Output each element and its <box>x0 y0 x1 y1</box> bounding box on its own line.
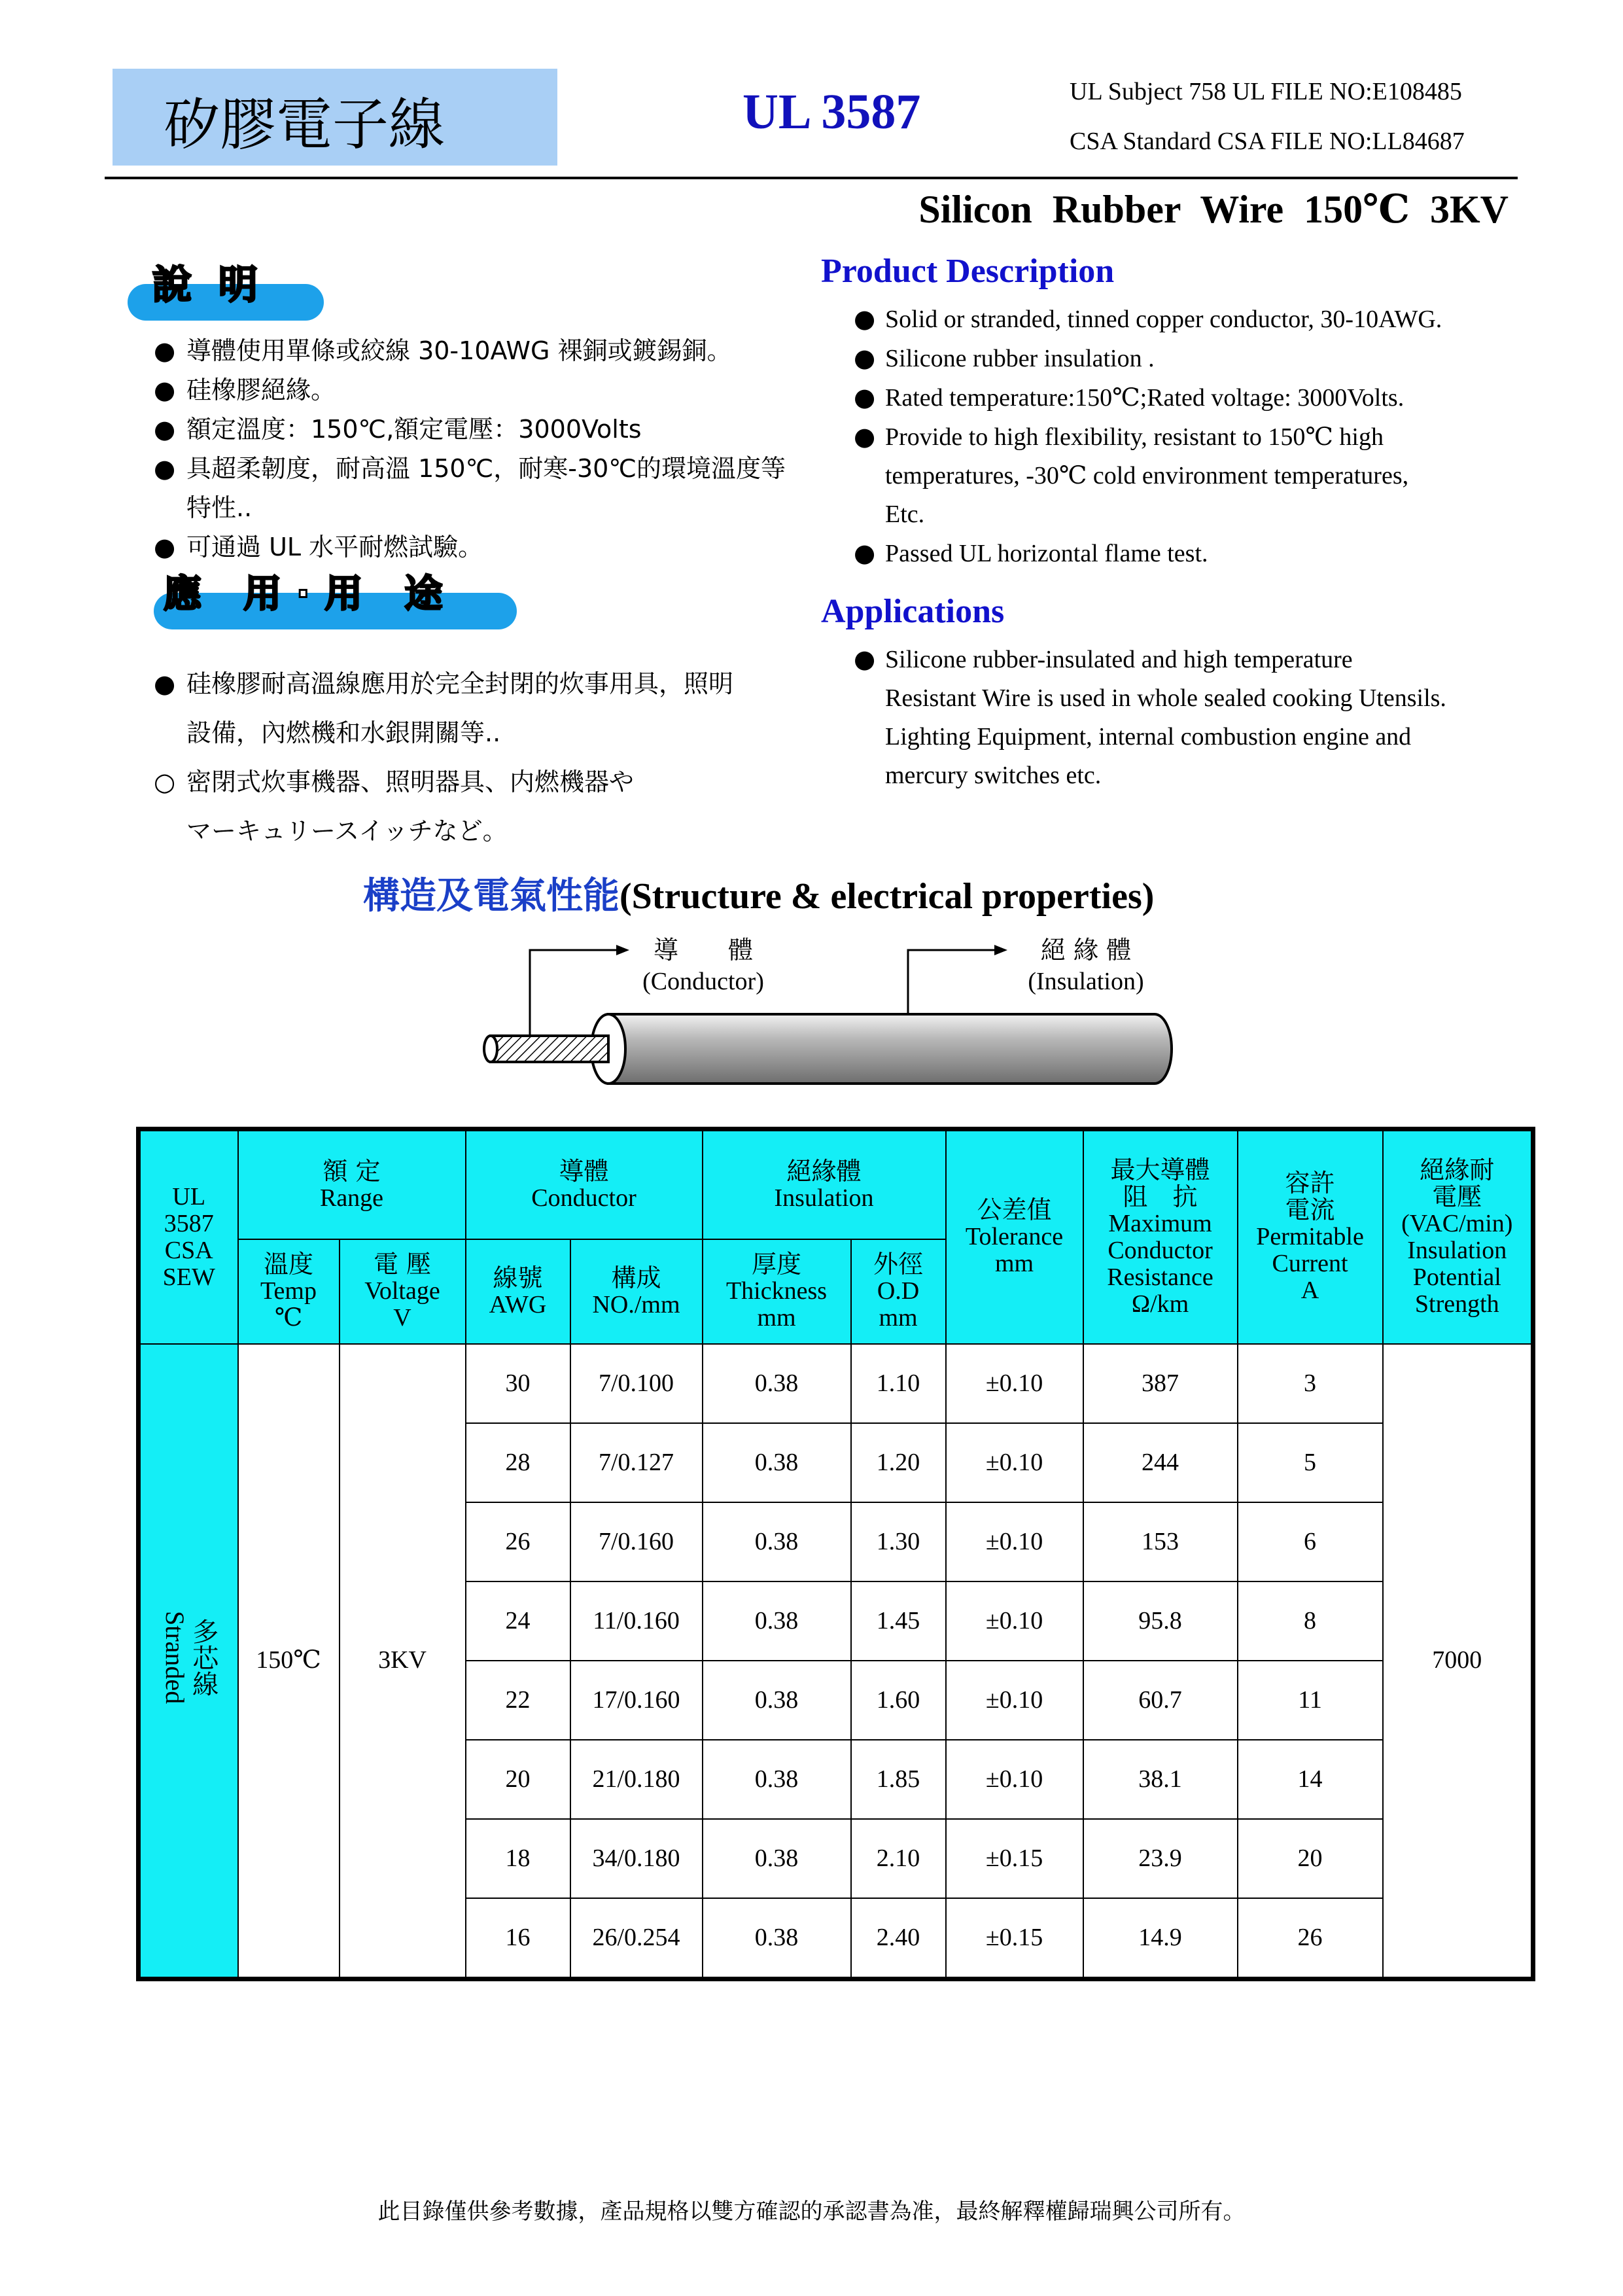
insulation-jacket <box>608 1014 1172 1084</box>
list-item-continued: Resistant Wire is used in whole sealed cooking Utensils. <box>885 684 1446 712</box>
thickness-cell: 0.38 <box>703 1740 851 1819</box>
insulation-label-en: (Insulation) <box>1028 968 1144 995</box>
tolerance-cell: ±0.10 <box>946 1661 1083 1740</box>
applications-zh-list <box>154 660 733 856</box>
construction-cell: 11/0.160 <box>570 1581 703 1661</box>
description-zh-list <box>154 331 786 567</box>
awg-cell: 26 <box>466 1502 570 1581</box>
list-item-continued: 特性.. <box>186 493 253 522</box>
list-item: ○ 密閉式炊事機器、照明器具、内燃機器や <box>154 768 635 796</box>
conductor-end-face <box>484 1036 497 1062</box>
structure-heading-zh: 構造及電氣性能 <box>363 875 620 917</box>
voltage-value: 3KV <box>340 1344 466 1979</box>
construction-header: 構成 NO./mm <box>570 1239 703 1344</box>
resistance-cell: 95.8 <box>1083 1581 1238 1661</box>
thickness-cell: 0.38 <box>703 1819 851 1898</box>
od-cell: 1.45 <box>851 1581 946 1661</box>
thickness-cell: 0.38 <box>703 1661 851 1740</box>
od-cell: 1.30 <box>851 1502 946 1581</box>
product-description-heading: Product Description <box>821 253 1115 290</box>
temp-value: 150℃ <box>238 1344 340 1979</box>
current-cell: 26 <box>1238 1898 1383 1979</box>
tolerance-cell: ±0.15 <box>946 1819 1083 1898</box>
awg-cell: 22 <box>466 1661 570 1740</box>
conductor-strand <box>491 1036 608 1062</box>
header-divider <box>105 177 1518 179</box>
standard-header: UL 3587 CSA SEW <box>139 1129 238 1344</box>
resistance-cell: 60.7 <box>1083 1661 1238 1740</box>
list-item: ● 具超柔韌度，耐高溫 150℃，耐寒-30℃的環境溫度等 <box>154 454 786 483</box>
awg-cell: 18 <box>466 1819 570 1898</box>
list-item-continued: mercury switches etc. <box>885 762 1102 789</box>
construction-cell: 7/0.160 <box>570 1502 703 1581</box>
conductor-header: 導體 Conductor <box>466 1129 703 1239</box>
conductor-label-zh: 導 體 <box>653 936 753 964</box>
list-item: ● Solid or stranded, tinned copper conductor, 30-10AWG. <box>854 304 1442 333</box>
table-row <box>139 1344 1533 1423</box>
construction-cell: 26/0.254 <box>570 1898 703 1979</box>
tolerance-cell: ±0.10 <box>946 1423 1083 1502</box>
list-item: ● Silicone rubber-insulated and high temperature <box>854 645 1353 673</box>
list-item-continued: temperatures, -30℃ cold environment temperatures, <box>885 462 1409 489</box>
list-item-continued: 設備，內燃機和水銀開關等.. <box>186 718 501 747</box>
strength-value: 7000 <box>1383 1344 1533 1979</box>
product-description-list <box>854 300 1442 573</box>
insulation-strength-header: 絕緣耐 電壓 (VAC/min) Insulation Potential Strength <box>1383 1129 1533 1344</box>
thickness-cell: 0.38 <box>703 1502 851 1581</box>
list-item: ● 硅橡膠絕緣。 <box>154 376 336 404</box>
title-banner <box>113 69 557 166</box>
list-item: ● Passed UL horizontal flame test. <box>854 539 1208 567</box>
list-item: ● Silicone rubber insulation . <box>854 344 1155 372</box>
csa-standard-file: CSA Standard CSA FILE NO:LL84687 <box>1070 128 1465 155</box>
resistance-cell: 38.1 <box>1083 1740 1238 1819</box>
construction-cell: 7/0.100 <box>570 1344 703 1423</box>
list-item: ● 導體使用單條或絞線 30-10AWG 裸銅或鍍錫銅。 <box>154 336 732 365</box>
range-header: 額 定 Range <box>238 1129 466 1239</box>
description-zh-heading: 說 明 <box>152 262 264 308</box>
list-item: ● 硅橡膠耐高溫線應用於完全封閉的炊事用具，照明 <box>154 669 734 698</box>
applications-heading: Applications <box>821 593 1005 630</box>
thickness-cell: 0.38 <box>703 1898 851 1979</box>
list-item: ● 可通過 UL 水平耐燃試驗。 <box>154 533 483 561</box>
tolerance-cell: ±0.15 <box>946 1898 1083 1979</box>
tolerance-cell: ±0.10 <box>946 1344 1083 1423</box>
resistance-cell: 23.9 <box>1083 1819 1238 1898</box>
permitable-current-header: 容許 電流 Permitable Current A <box>1238 1129 1383 1344</box>
od-cell: 1.60 <box>851 1661 946 1740</box>
applications-zh-heading: 應 用·用 途 <box>164 571 457 616</box>
construction-cell: 17/0.160 <box>570 1661 703 1740</box>
awg-cell: 30 <box>466 1344 570 1423</box>
list-item-continued: Etc. <box>885 501 925 528</box>
od-header: 外徑 O.D mm <box>851 1239 946 1344</box>
current-cell: 5 <box>1238 1423 1383 1502</box>
thickness-cell: 0.38 <box>703 1344 851 1423</box>
current-cell: 8 <box>1238 1581 1383 1661</box>
applications-list <box>854 640 1446 795</box>
list-item: ● Provide to high flexibility, resistant to 150℃ high <box>854 422 1384 451</box>
awg-cell: 20 <box>466 1740 570 1819</box>
max-resistance-header: 最大導體 阻 抗 Maximum Conductor Resistance Ω/km <box>1083 1129 1238 1344</box>
temp-header: 溫度 Temp ℃ <box>238 1239 340 1344</box>
voltage-header: 電 壓 Voltage V <box>340 1239 466 1344</box>
thickness-header: 厚度 Thickness mm <box>703 1239 851 1344</box>
conductor-label-en: (Conductor) <box>642 968 764 995</box>
tolerance-cell: ±0.10 <box>946 1502 1083 1581</box>
od-cell: 2.40 <box>851 1898 946 1979</box>
product-title-zh: 矽膠電子線 <box>164 92 445 158</box>
list-item-continued: Lighting Equipment, internal combustion engine and <box>885 723 1412 751</box>
tolerance-header: 公差值 Tolerance mm <box>946 1129 1083 1344</box>
od-cell: 2.10 <box>851 1819 946 1898</box>
thickness-cell: 0.38 <box>703 1581 851 1661</box>
construction-cell: 21/0.180 <box>570 1740 703 1819</box>
od-cell: 1.20 <box>851 1423 946 1502</box>
current-cell: 14 <box>1238 1740 1383 1819</box>
list-item: ● Rated temperature:150℃;Rated voltage: 3000Volts. <box>854 383 1405 412</box>
current-cell: 20 <box>1238 1819 1383 1898</box>
current-cell: 11 <box>1238 1661 1383 1740</box>
resistance-cell: 14.9 <box>1083 1898 1238 1979</box>
insulation-header: 絕緣體 Insulation <box>703 1129 946 1239</box>
thickness-cell: 0.38 <box>703 1423 851 1502</box>
od-cell: 1.10 <box>851 1344 946 1423</box>
list-item-continued: マーキュリースイッチなど。 <box>186 817 508 845</box>
current-cell: 3 <box>1238 1344 1383 1423</box>
resistance-cell: 387 <box>1083 1344 1238 1423</box>
resistance-cell: 244 <box>1083 1423 1238 1502</box>
product-subtitle: Silicon Rubber Wire 150℃ 3KV <box>918 188 1509 231</box>
list-item: ● 額定溫度：150℃,額定電壓：3000Volts <box>154 415 642 444</box>
footer-disclaimer: 此目錄僅供參考數據，產品規格以雙方確認的承認書為准，最終解釋權歸瑞興公司所有。 <box>377 2199 1246 2225</box>
tolerance-cell: ±0.10 <box>946 1740 1083 1819</box>
structure-heading-en: (Structure & electrical properties) <box>620 876 1155 917</box>
insulation-label-zh: 絕 緣 體 <box>1040 936 1132 964</box>
resistance-cell: 153 <box>1083 1502 1238 1581</box>
ul-code: UL 3587 <box>742 84 921 139</box>
specification-table <box>136 1127 1535 1981</box>
ul-subject-file: UL Subject 758 UL FILE NO:E108485 <box>1070 78 1462 105</box>
stranded-type-cell: 多芯線 Stranded <box>139 1344 238 1979</box>
wire-structure-diagram <box>471 929 1204 1099</box>
od-cell: 1.85 <box>851 1740 946 1819</box>
construction-cell: 34/0.180 <box>570 1819 703 1898</box>
construction-cell: 7/0.127 <box>570 1423 703 1502</box>
insulation-leader-arrow <box>908 945 1007 1014</box>
current-cell: 6 <box>1238 1502 1383 1581</box>
awg-header: 線號 AWG <box>466 1239 570 1344</box>
tolerance-cell: ±0.10 <box>946 1581 1083 1661</box>
structure-heading <box>363 867 1154 919</box>
awg-cell: 28 <box>466 1423 570 1502</box>
awg-cell: 24 <box>466 1581 570 1661</box>
awg-cell: 16 <box>466 1898 570 1979</box>
